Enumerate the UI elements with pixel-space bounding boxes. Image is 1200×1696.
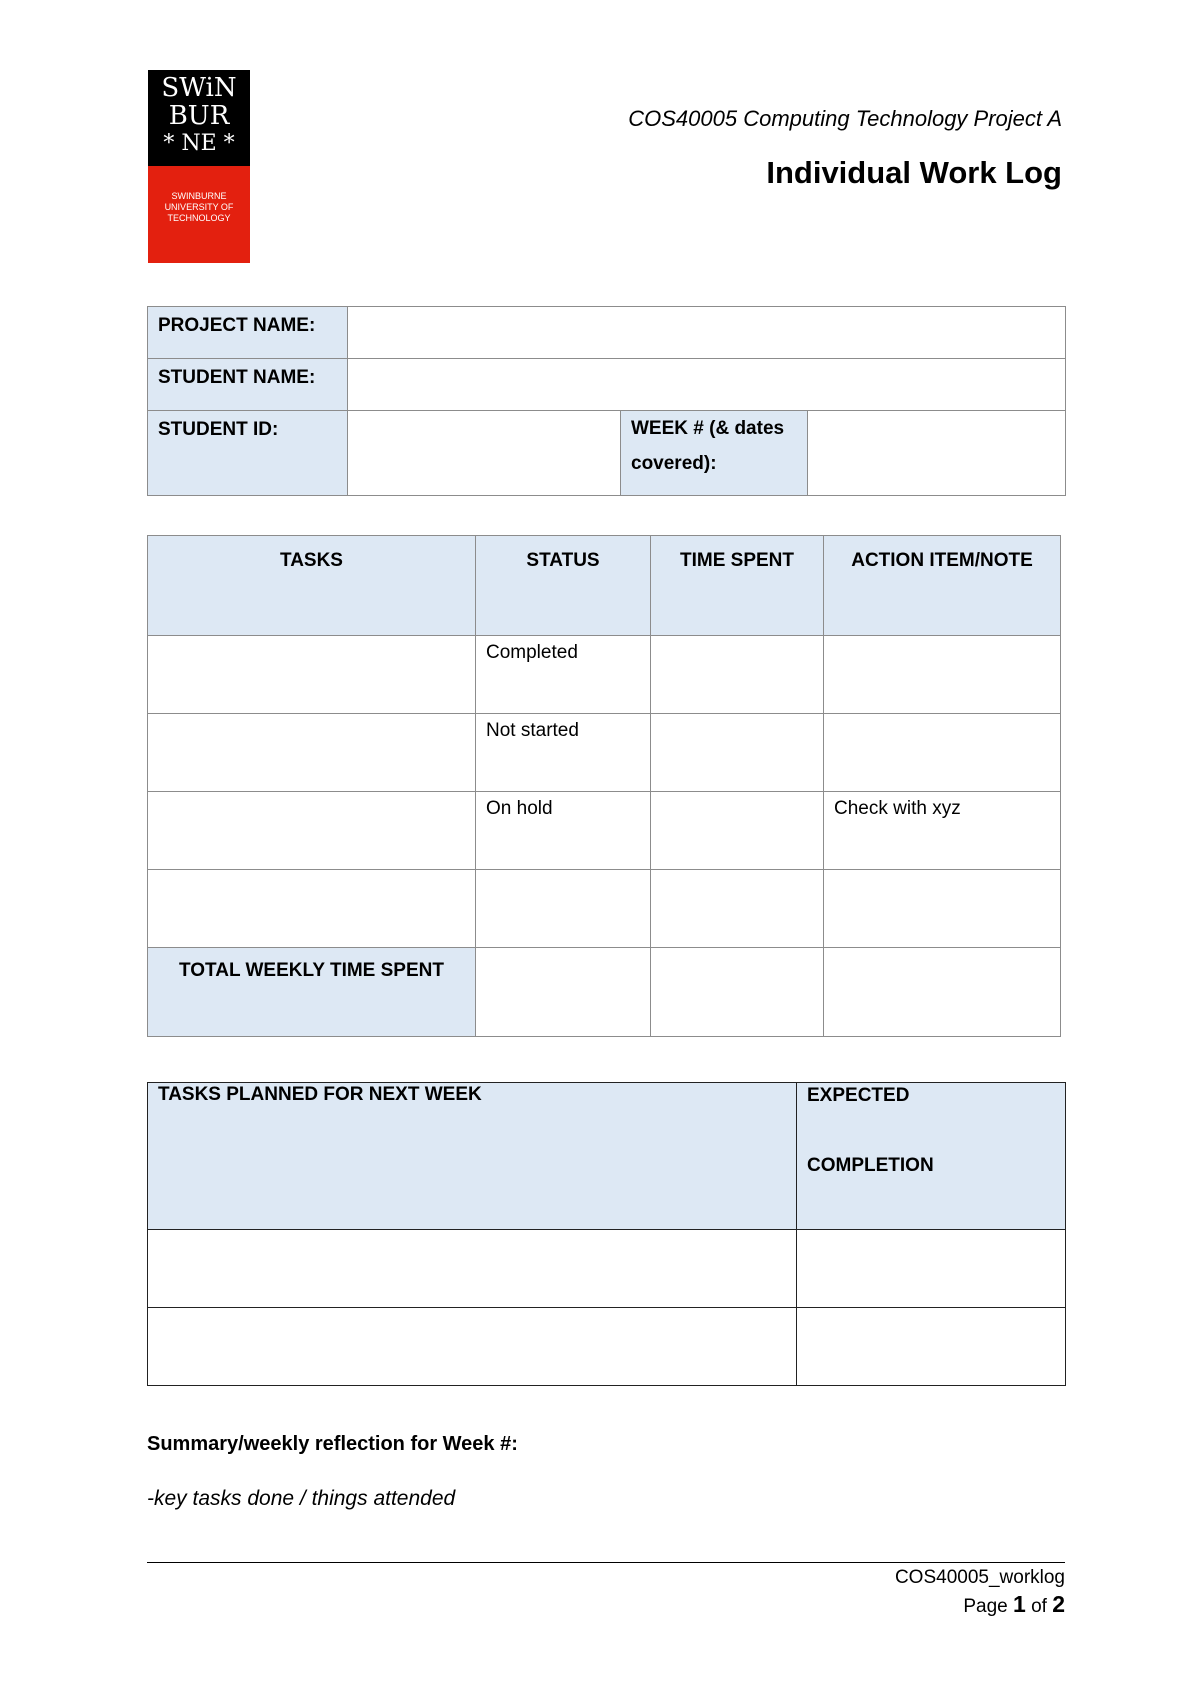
page-number [963, 1591, 1065, 1618]
week-label-line: covered): [631, 453, 717, 474]
time-cell[interactable] [651, 870, 824, 948]
expected-label-line: COMPLETION [807, 1155, 934, 1176]
expected-completion-cell[interactable] [797, 1308, 1066, 1386]
note-cell[interactable] [824, 870, 1061, 948]
week-field[interactable] [808, 411, 1066, 496]
column-header-action-item: ACTION ITEM/NOTE [824, 536, 1061, 636]
time-cell[interactable] [651, 636, 824, 714]
expected-completion-cell[interactable] [797, 1230, 1066, 1308]
current-page: 1 [1012, 1591, 1026, 1617]
expected-completion-header [797, 1083, 1066, 1230]
student-id-field[interactable] [348, 411, 621, 496]
note-cell[interactable] [824, 636, 1061, 714]
student-name-field[interactable] [348, 359, 1066, 411]
document-title: Individual Work Log [766, 155, 1062, 190]
footer-divider [147, 1562, 1065, 1563]
tasks-planned-header: TASKS PLANNED FOR NEXT WEEK [148, 1083, 797, 1230]
total-note-cell[interactable] [824, 948, 1061, 1037]
task-cell[interactable] [148, 714, 476, 792]
total-time-cell[interactable] [651, 948, 824, 1037]
of-word: of [1031, 1596, 1047, 1617]
table-row [148, 714, 1061, 792]
expected-label-line: EXPECTED [807, 1085, 910, 1106]
logo-wordmark [148, 70, 250, 166]
task-cell[interactable] [148, 636, 476, 714]
column-header-time-spent: TIME SPENT [651, 536, 824, 636]
logo-subtitle-line: UNIVERSITY OF [164, 202, 234, 212]
planned-task-cell[interactable] [148, 1308, 797, 1386]
status-cell[interactable]: On hold [476, 792, 651, 870]
total-weekly-time-label: TOTAL WEEKLY TIME SPENT [148, 948, 476, 1037]
tasks-table [147, 535, 1061, 1037]
total-pages: 2 [1052, 1591, 1065, 1617]
student-id-label: STUDENT ID: [148, 411, 348, 496]
table-row [148, 1230, 1066, 1308]
next-week-table [147, 1082, 1066, 1386]
summary-heading: Summary/weekly reflection for Week #: [147, 1433, 518, 1455]
total-row [148, 948, 1061, 1037]
summary-note[interactable]: -key tasks done / things attended [147, 1487, 456, 1510]
column-header-status: STATUS [476, 536, 651, 636]
course-title: COS40005 Computing Technology Project A [628, 106, 1062, 131]
note-cell[interactable] [824, 714, 1061, 792]
project-name-field[interactable] [348, 307, 1066, 359]
column-header-tasks: TASKS [148, 536, 476, 636]
logo-line: * NE * [163, 131, 235, 156]
university-logo [148, 70, 250, 263]
table-row [148, 1308, 1066, 1386]
logo-subtitle [148, 166, 250, 263]
week-label [621, 411, 808, 496]
status-cell[interactable]: Not started [476, 714, 651, 792]
planned-task-cell[interactable] [148, 1230, 797, 1308]
logo-subtitle-line: SWINBURNE [171, 191, 227, 201]
table-row [148, 870, 1061, 948]
week-label-line: WEEK # (& dates [631, 418, 785, 439]
task-cell[interactable] [148, 870, 476, 948]
project-name-label: PROJECT NAME: [148, 307, 348, 359]
status-cell[interactable]: Completed [476, 636, 651, 714]
note-cell[interactable]: Check with xyz [824, 792, 1061, 870]
table-row [148, 636, 1061, 714]
student-info-table [147, 306, 1066, 496]
logo-subtitle-line: TECHNOLOGY [167, 213, 231, 223]
total-status-cell[interactable] [476, 948, 651, 1037]
footer-document-name: COS40005_worklog [894, 1567, 1065, 1588]
time-cell[interactable] [651, 714, 824, 792]
student-name-label: STUDENT NAME: [148, 359, 348, 411]
task-cell[interactable] [148, 792, 476, 870]
table-row [148, 792, 1061, 870]
logo-line: SWiN [161, 73, 237, 103]
page-word: Page [963, 1596, 1008, 1617]
logo-line: BUR [168, 101, 230, 131]
time-cell[interactable] [651, 792, 824, 870]
status-cell[interactable] [476, 870, 651, 948]
